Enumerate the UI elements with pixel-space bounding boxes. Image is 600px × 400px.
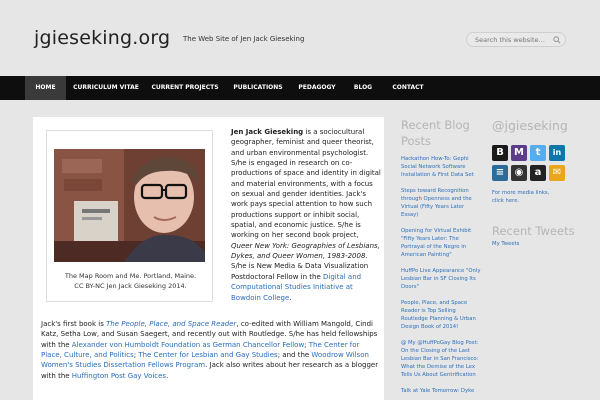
my-tweets-link[interactable]: My Tweets: [492, 241, 520, 247]
books-paragraph: [41, 319, 379, 381]
recent-post-link[interactable]: Steps toward Recognition through Openness and the Virtual (Fifty Years Later Essay): [401, 188, 472, 218]
bio-text: . S/he is New Media & Data Visualization Postdoctoral Fellow in the: [231, 252, 369, 281]
amazon-icon[interactable]: a: [530, 165, 546, 181]
blogger-icon[interactable]: B: [492, 145, 508, 161]
recent-posts-widget: [401, 117, 481, 395]
photo-caption: [51, 271, 210, 291]
recent-post-link[interactable]: @ My @HuffPoGay Blog Post: On the Closing of the Last Lesbian Bar in San Francisco: What the Demise of the Lex Tells Us About Gentrification: [401, 340, 479, 378]
nav-blog[interactable]: BLOG: [353, 84, 373, 91]
books-text: ;: [304, 340, 309, 349]
dcs-initiative-link[interactable]: Digital and Computational Studies Initiative at Bowdoin College: [231, 272, 362, 302]
site-tagline: The Web Site of Jen Jack Gieseking: [183, 35, 305, 43]
nav-current-projects[interactable]: CURRENT PROJECTS: [151, 84, 219, 91]
social-icon-grid: [492, 145, 572, 185]
books-text: , co-edited with William Mangold, Cindi Katz, Setha Low, and Susan Saegert, and recently out with Routledge. S/he has held fellowships with the: [41, 320, 378, 349]
site-header: [0, 0, 600, 76]
social-title: @jgieseking: [492, 118, 568, 133]
linkedin-icon[interactable]: in: [549, 145, 565, 161]
recent-posts-title: Recent Blog Posts: [401, 118, 470, 148]
github-icon[interactable]: ◉: [511, 165, 527, 181]
book-title: Queer New York: Geographies of Lesbians, Dykes, and Queer Women, 1983-2008: [231, 241, 380, 261]
search-input[interactable]: [475, 35, 553, 45]
rss-icon[interactable]: ✉: [549, 165, 565, 181]
books-text: ; and the: [277, 351, 312, 360]
delicious-icon[interactable]: ≡: [492, 165, 508, 181]
main-navigation: [0, 76, 600, 100]
caption-line: CC BY-NC Jen Jack Gieseking 2014.: [74, 282, 187, 290]
nav-publications[interactable]: PUBLICATIONS: [233, 84, 283, 91]
nav-contact[interactable]: CONTACT: [392, 84, 424, 91]
books-text: . Jack also writes about her research as a blogger with the: [41, 361, 379, 380]
photo-figure: [46, 130, 213, 302]
clags-link[interactable]: The Center for Lesbian and Gay Studies: [138, 351, 278, 360]
bio-text: .: [289, 293, 292, 302]
site-title[interactable]: jgieseking.org: [34, 27, 171, 49]
cpcp-link[interactable]: The Center for Place, Culture, and Politics: [41, 340, 360, 360]
main-content: [33, 117, 384, 400]
books-text: ;: [133, 351, 139, 360]
academia-icon[interactable]: M: [511, 145, 527, 161]
reader-book-link[interactable]: [106, 320, 236, 328]
bio-text: is a sociocultural geographer, feminist and queer theorist, and urban environmental psychologist. S/he is engaged in research on co-productions of space and identity in digital and material environments, with a focus on sexual and gender identities. Jack's work pays special attention to how such productions support or inhibit social, spatial, and economic justice. S/he is working on her second book project,: [231, 128, 381, 240]
nav-pedagogy[interactable]: PEDAGOGY: [298, 84, 336, 91]
recent-post-link[interactable]: Opening for Virtual Exhibit "Fifty Years Later: The Portrayal of the Negro in American Painting": [401, 228, 472, 258]
author-name: Jen Jack Gieseking: [231, 128, 304, 136]
profile-photo: [54, 149, 205, 262]
caption-line: The Map Room and Me. Portland, Maine.: [64, 272, 197, 280]
search-icon[interactable]: [553, 36, 561, 44]
social-widget: [492, 117, 592, 247]
recent-tweets-title: Recent Tweets: [492, 224, 575, 238]
nav-curriculum-vitae[interactable]: CURRICULUM VITAE: [73, 84, 139, 91]
reader-book-title: The People, Place, and Space Reader: [106, 320, 237, 328]
books-text: Jack's first book is: [41, 320, 107, 328]
bio-paragraph: [231, 127, 381, 303]
twitter-icon[interactable]: t: [530, 145, 546, 161]
nav-home[interactable]: HOME: [25, 76, 66, 100]
huffpost-link[interactable]: Huffington Post Gay Voices: [71, 371, 167, 380]
recent-post-link[interactable]: Hackathon How-To: Gephi Social Network Software Installation & First Data Set: [401, 156, 474, 178]
recent-post-link[interactable]: HuffPo Live Appearance "Only Lesbian Bar in SF Closing Its Doors": [401, 268, 481, 290]
books-text: .: [166, 371, 169, 380]
humboldt-link[interactable]: Alexander von Humboldt Foundation as German Chancellor Fellow: [71, 340, 305, 349]
more-media-link[interactable]: For more media links, click here.: [492, 190, 550, 204]
recent-post-link[interactable]: Talk at Yale Tomorrow: Dyke: [401, 388, 475, 394]
woodrow-wilson-link[interactable]: Woodrow Wilson Women's Studies Dissertation Fellows Program: [41, 351, 369, 370]
search-box: [466, 32, 566, 47]
recent-post-link[interactable]: People, Place, and Space Reader is Top Selling Routledge Planning & Urban Design Book of 2014!: [401, 300, 476, 330]
